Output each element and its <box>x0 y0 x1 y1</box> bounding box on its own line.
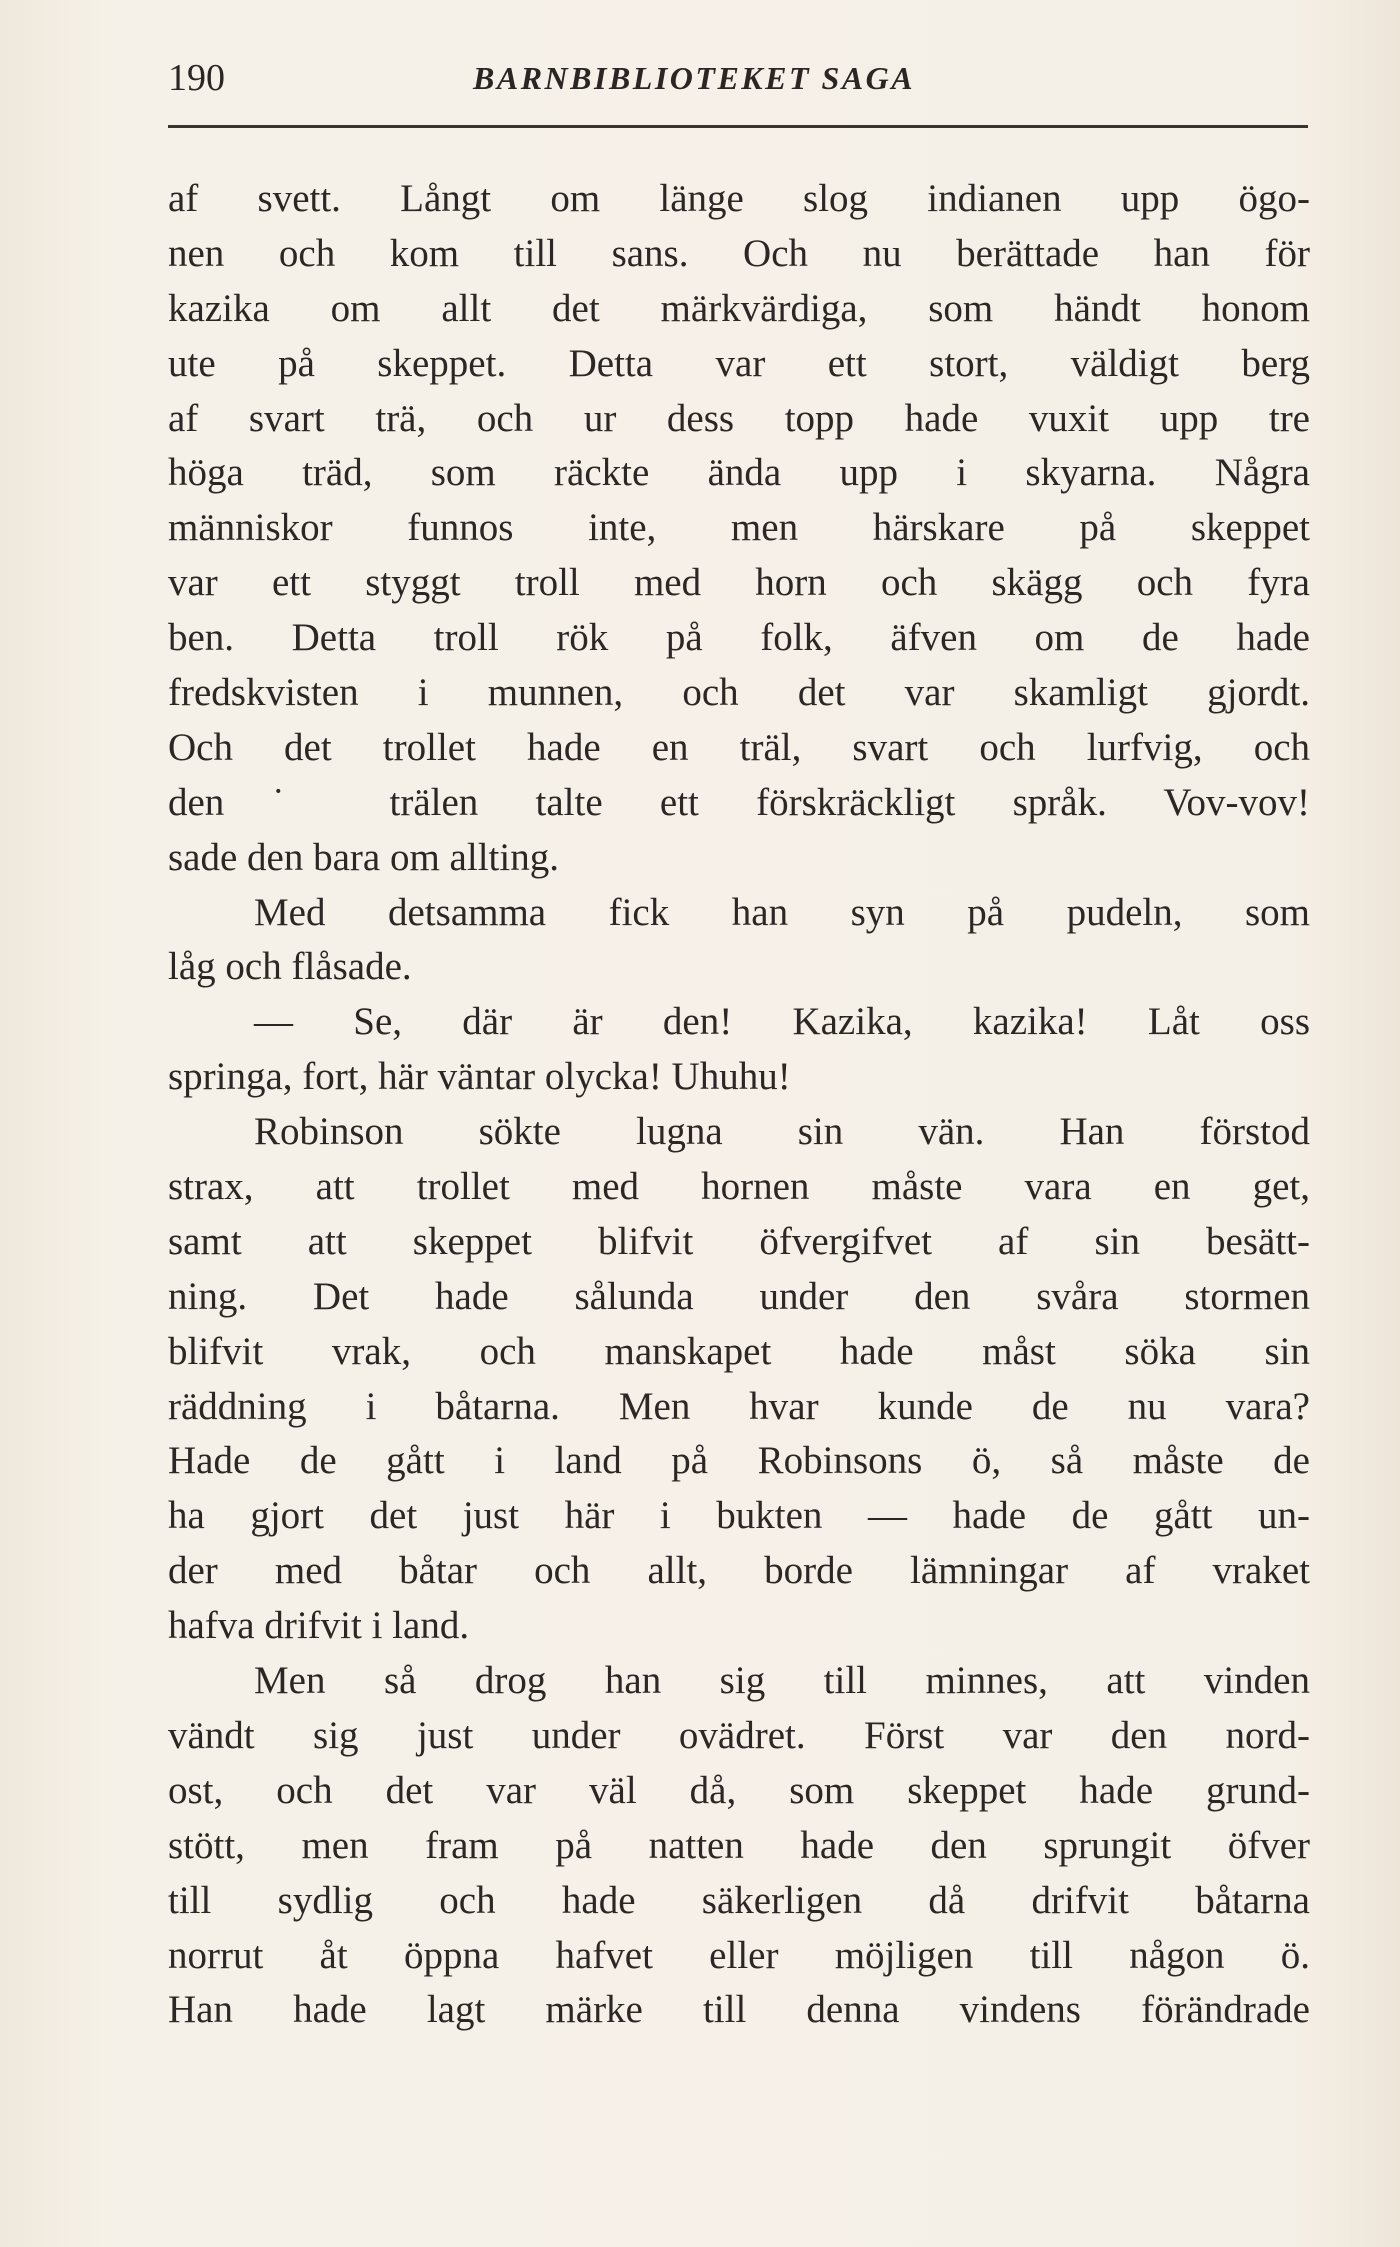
text-line: kazika om allt det märkvärdiga, som händt honom <box>168 286 1310 330</box>
text-line: ben. Detta troll rök på folk, äfven om de hade <box>168 616 1310 660</box>
body-text <box>168 172 1310 2038</box>
text-line: räddning i båtarna. Men hvar kunde de nu vara? <box>168 1384 1310 1428</box>
text-line: ha gjort det just här i bukten — hade de gått un- <box>168 1494 1310 1538</box>
text-line: sade den bara om allting. <box>168 835 559 879</box>
text-line: Hade de gått i land på Robinsons ö, så måste de <box>168 1439 1310 1483</box>
text-line: springa, fort, här väntar olycka! Uhuhu! <box>168 1055 791 1099</box>
text-line: samt att skeppet blifvit öfvergifvet af sin besätt- <box>168 1219 1310 1263</box>
text-line: hafva drifvit i land. <box>168 1604 470 1648</box>
text-line: Och det trollet hade en träl, svart och lurfvig, och <box>168 725 1310 769</box>
page-header <box>168 56 1308 106</box>
text-line: människor funnos inte, men härskare på skeppet <box>168 506 1310 550</box>
page-number: 190 <box>168 57 225 99</box>
text-line: blifvit vrak, och manskapet hade måst söka sin <box>168 1329 1310 1373</box>
text-line: strax, att trollet med hornen måste vara en get, <box>168 1165 1310 1209</box>
text-line: låg och flåsade. <box>168 945 412 989</box>
text-line: Han hade lagt märke till denna vindens förändrade <box>168 1988 1310 2032</box>
text-line: ost, och det var väl då, som skeppet hade grund- <box>168 1768 1310 1812</box>
text-line: Robinson sökte lugna sin vän. Han förstod <box>254 1110 1310 1154</box>
text-line: den˙ trälen talte ett förskräckligt språk. Vov-vov! <box>168 780 1310 824</box>
text-line: vändt sig just under ovädret. Först var den nord- <box>168 1713 1310 1757</box>
text-line: stött, men fram på natten hade den sprungit öfver <box>168 1823 1310 1867</box>
text-line: Men så drog han sig till minnes, att vinden <box>254 1659 1310 1703</box>
text-line: af svett. Långt om länge slog indianen upp ögo- <box>168 177 1310 220</box>
text-line: höga träd, som räckte ända upp i skyarna. Några <box>168 451 1310 495</box>
text-line: till sydlig och hade säkerligen då drifvit båtarna <box>168 1878 1310 1922</box>
text-line: Med detsamma fick han syn på pudeln, som <box>254 890 1310 934</box>
text-line: der med båtar och allt, borde lämningar af vraket <box>168 1549 1310 1593</box>
text-line: norrut åt öppna hafvet eller möjligen till någon ö. <box>168 1933 1310 1977</box>
text-line: fredskvisten i munnen, och det var skamligt gjordt. <box>168 671 1310 715</box>
text-line: af svart trä, och ur dess topp hade vuxit upp tre <box>168 396 1310 440</box>
text-line: ute på skeppet. Detta var ett stort, väldigt berg <box>168 341 1310 385</box>
header-rule <box>168 125 1308 128</box>
text-line: var ett styggt troll med horn och skägg och fyra <box>168 561 1310 605</box>
text-line: ning. Det hade sålunda under den svåra stormen <box>168 1274 1310 1318</box>
text-line: nen och kom till sans. Och nu berättade han för <box>168 231 1310 275</box>
running-title: BARNBIBLIOTEKET SAGA <box>473 60 916 96</box>
text-line: — Se, där är den! Kazika, kazika! Låt oss <box>254 1000 1310 1044</box>
